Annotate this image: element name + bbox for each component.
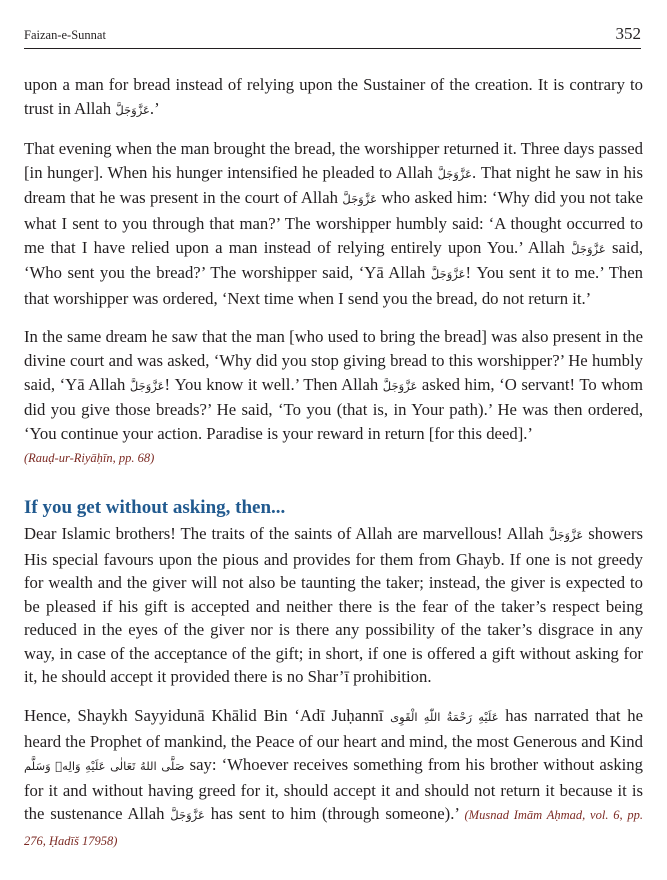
paragraph-2 (24, 137, 643, 310)
text-run: who asked him: ‘Why did you not take what I sent to you through that man?’ The worshipper humbly said: ‘A thought occurred to me that I have relied upon a man instead of relying entirely upon You.’ Allah (24, 188, 643, 257)
page-number: 352 (615, 24, 641, 43)
arabic-alayhi-rahmah: عَلَيْهِ رَحْمَةُ اللّٰهِ الْقَوِى (390, 710, 499, 725)
citation: (Musnad Imām Aḥmad, vol. 6, pp. 276, Ḥadīš 17958) (24, 808, 643, 849)
text-run: Dear Islamic brothers! The traits of the saints of Allah are marvellous! Allah (24, 523, 549, 543)
paragraph-1 (24, 73, 643, 122)
text-run: That evening when the man brought the bread, the worshipper returned it. Three days passed [in hunger]. When his hunger intensified he pleaded to Allah (24, 139, 643, 182)
text-run: say: ‘Whoever receives something from his brother without asking for it and without having greed for it, should accept it and should not return it because it is the sustenance Allah (24, 755, 643, 824)
text-run: . That night he saw in his dream that he was present in the court of Allah (24, 162, 643, 208)
text-run: showers His special favours upon the pious and provides for them from Ghayb. If one is not greedy for wealth and the giver will not also be taunting the taker; instead, the giver is expected to be pleased if his gift is accepted and neither there is the fear of the taker’s respect being reduced in the eyes of the giver nor is there any possibility of the taker’s disgrace in any way, in case of the acceptance of the gift; in short, if one is offered a gift without asking for it, he should accept it provided there is no Shar’ī prohibition. (24, 523, 643, 687)
arabic-azza-wa-jall: عَزَّوَجَلَّ (437, 166, 473, 181)
arabic-azza-wa-jall: عَزَّوَجَلَّ (382, 378, 418, 393)
book-title: Faizan-e-Sunnat (24, 28, 106, 42)
citation: (Rauḍ-ur-Riyāḥīn, pp. 68) (24, 451, 155, 466)
arabic-azza-wa-jall: عَزَّوَجَلَّ (129, 378, 165, 393)
arabic-azza-wa-jall: عَزَّوَجَلَّ (170, 808, 205, 823)
paragraph-5 (24, 704, 643, 854)
text-run: upon a man for bread instead of relying upon the Sustainer of the creation. It is contrary to trust in Allah (24, 75, 643, 118)
text-run: asked him, ‘O servant! To whom did you give those breads?’ He said, ‘To you (that is, in Your path).’ He was then ordered, ‘You continue your action. Paradise is your reward in return [for this deed].’ (24, 374, 643, 443)
arabic-azza-wa-jall: عَزَّوَجَلَّ (430, 267, 466, 282)
page-header (24, 22, 641, 49)
arabic-azza-wa-jall: عَزَّوَجَلَّ (571, 241, 606, 256)
paragraph-4 (24, 522, 643, 689)
arabic-azza-wa-jall: عَزَّوَجَلَّ (115, 102, 150, 117)
text-run: .’ (149, 98, 160, 118)
text-run: In the same dream he saw that the man [who used to bring the bread] was also present in the divine court and was asked, ‘Why did you stop giving bread to this worshipper?’ He humbly said, ‘Yā Allah (24, 327, 643, 394)
arabic-salawat: صَلَّى اللهُ تَعَالٰى عَلَيْهِ وَالِهٖ وَسَلَّم (24, 759, 185, 774)
text-run: said, ‘Who sent you the bread?’ The worshipper said, ‘Yā Allah (24, 237, 643, 283)
text-run: has narrated that he heard the Prophet of mankind, the Peace of our heart and mind, the most Generous and Kind (24, 706, 643, 751)
text-run: ! You sent it to me.’ Then that worshipper was ordered, ‘Next time when I send you the bread, do not return it.’ (24, 263, 643, 308)
text-run: ! You know it well.’ Then Allah (164, 374, 383, 394)
section-heading: If you get without asking, then... (24, 496, 286, 518)
arabic-azza-wa-jall: عَزَّوَجَلَّ (342, 192, 377, 207)
text-run: has sent to him (through someone).’ (204, 804, 465, 824)
paragraph-3 (24, 325, 643, 471)
text-run: Hence, Shaykh Sayyidunā Khālid Bin ‘Adī Juḥannī (24, 706, 391, 726)
arabic-azza-wa-jall: عَزَّوَجَلَّ (548, 527, 584, 542)
page-content (24, 73, 643, 854)
